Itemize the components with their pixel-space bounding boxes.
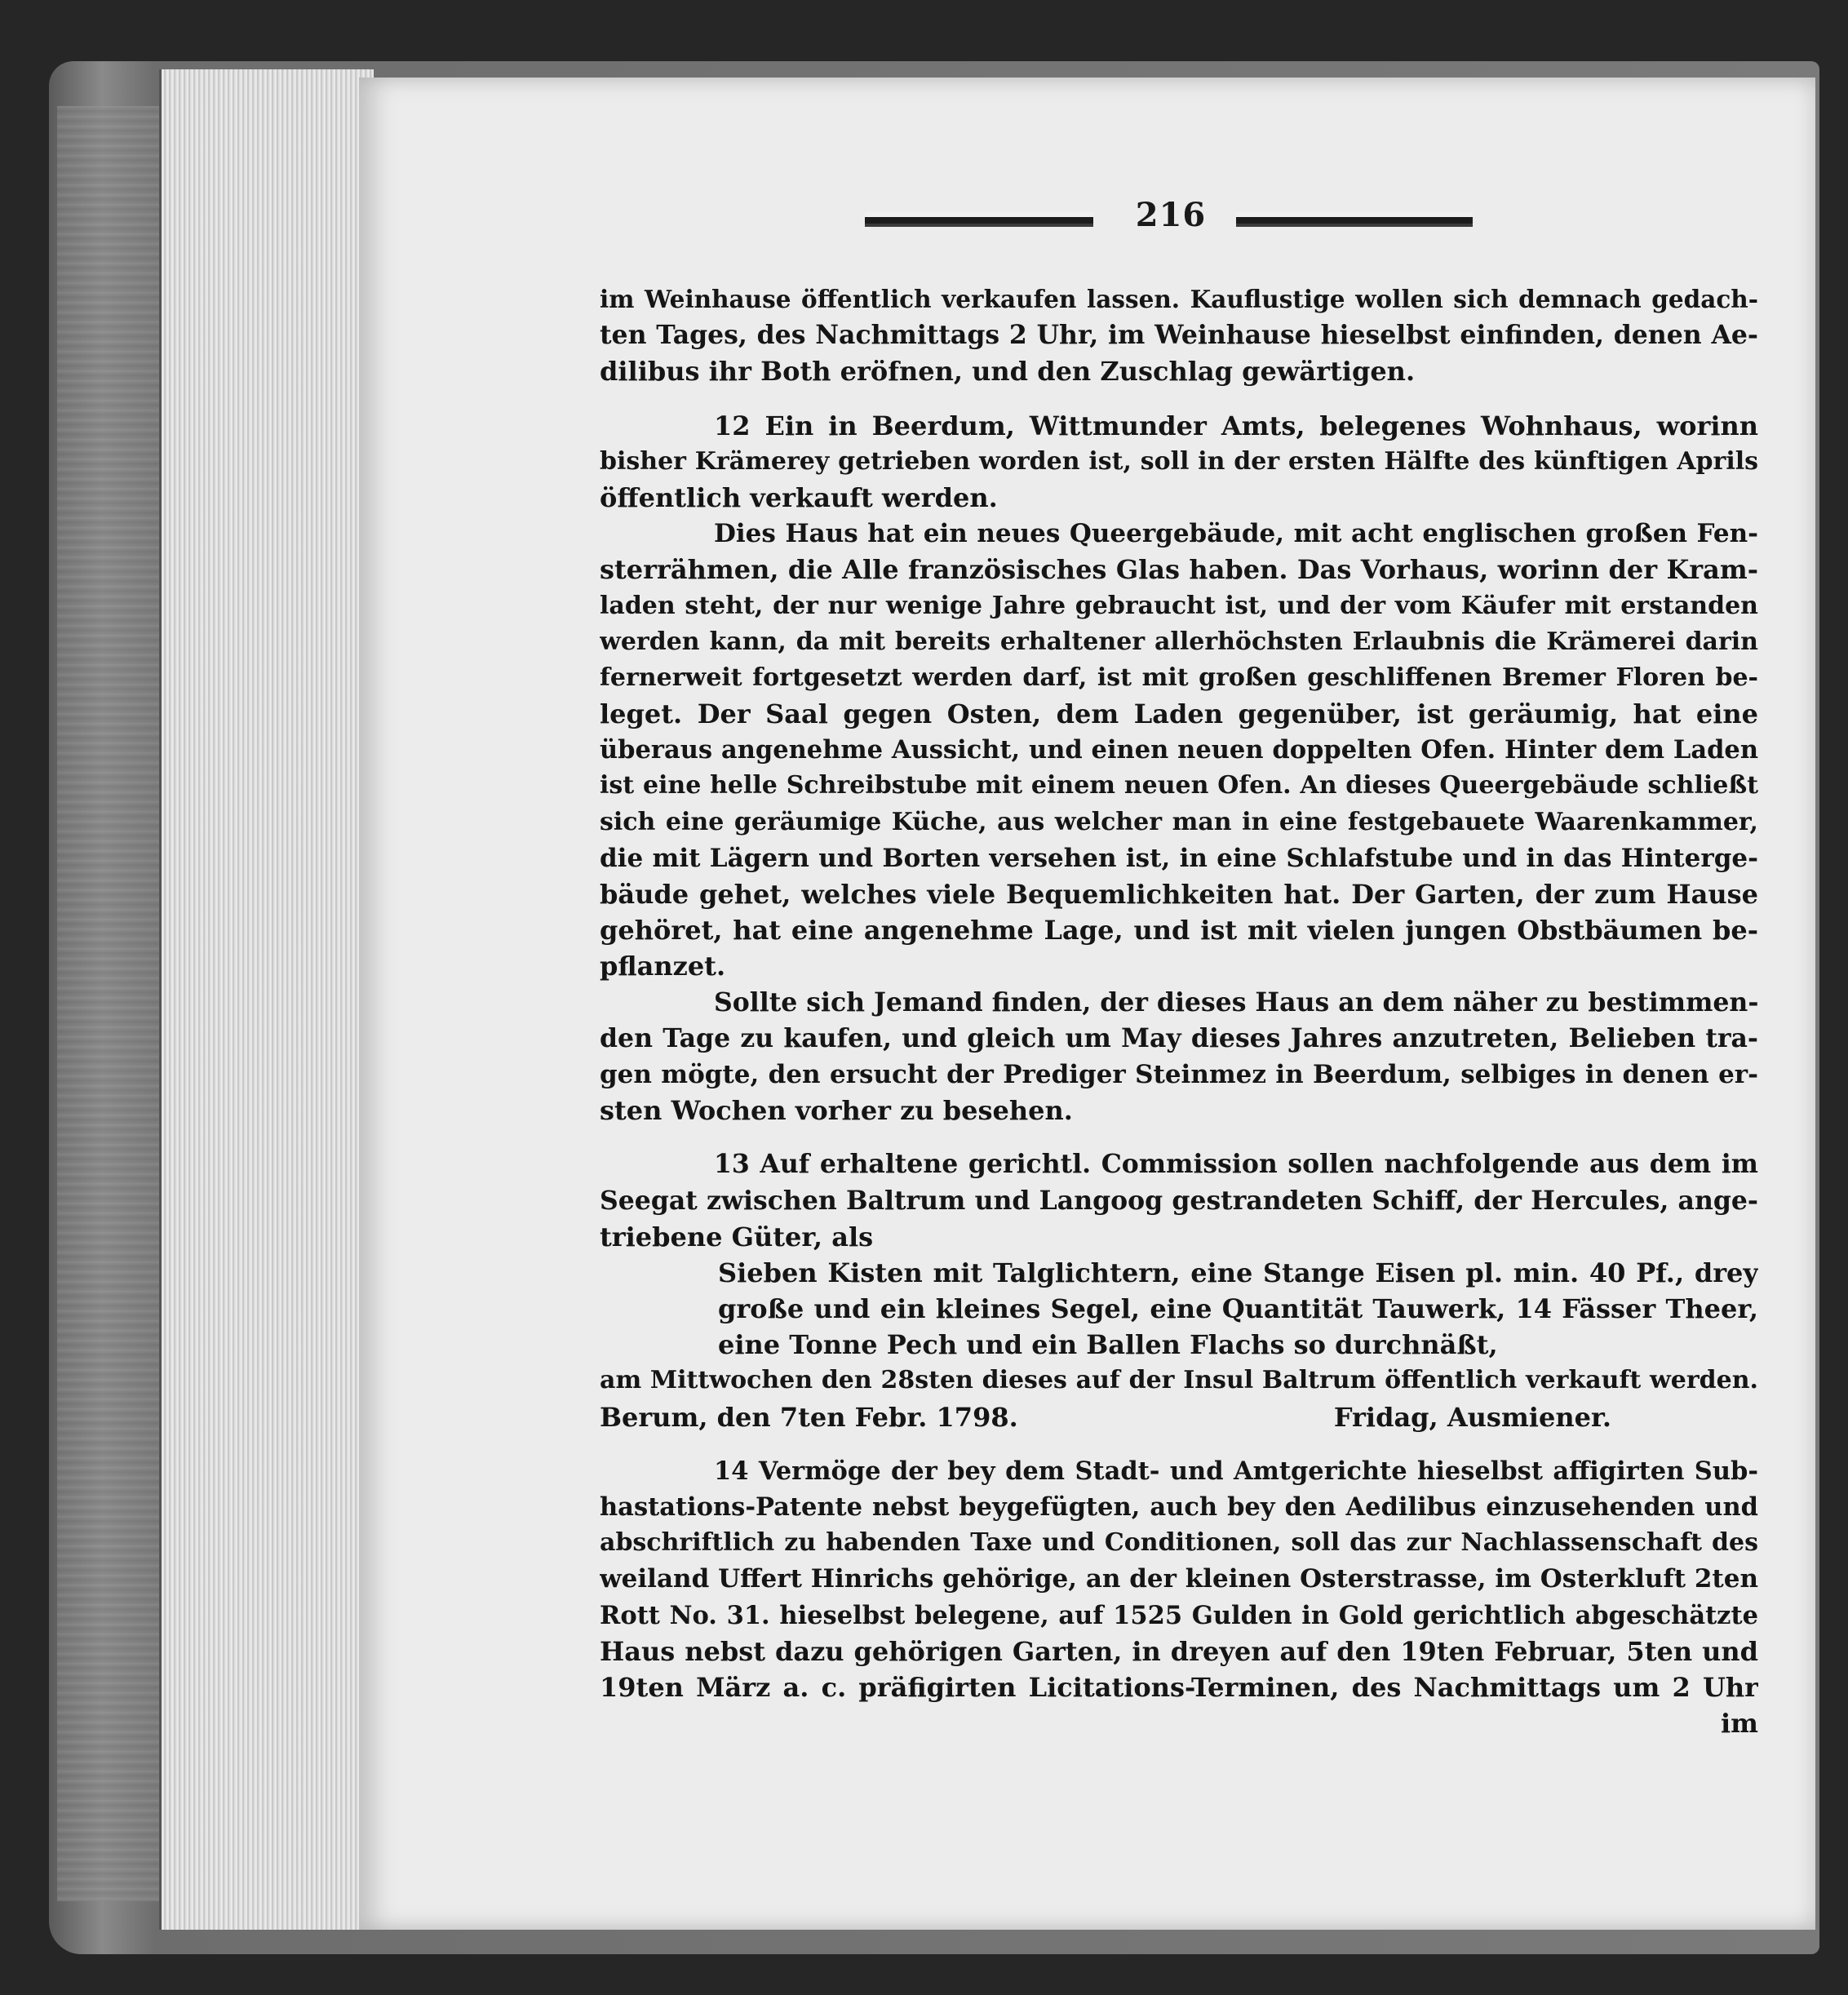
book-spine xyxy=(57,106,163,1901)
text-line: 19ten März a. c. präfigirten Licitations-Terminen, des Nachmittags um 2 Uhr xyxy=(600,1671,1758,1703)
text-line: im Weinhause öffentlich verkaufen lassen. Kauflustige wollen sich demnach gedach- xyxy=(600,285,1758,313)
signature-line xyxy=(600,1399,1758,1435)
text-line: öffentlich verkauft werden. xyxy=(600,481,998,513)
text-line: große und ein kleines Segel, eine Quantität Tauwerk, 14 Fässer Theer, xyxy=(718,1293,1758,1325)
text-line: sten Wochen vorher zu besehen. xyxy=(600,1095,1073,1127)
text-line: Rott No. 31. hieselbst belegene, auf 1525 Gulden in Gold gerichtlich abgeschätzte xyxy=(600,1600,1758,1630)
text-line: pflanzet. xyxy=(600,951,726,982)
header-rule-left xyxy=(865,212,1093,227)
text-line: ten Tages, des Nachmittags 2 Uhr, im Weinhause hieselbst einfinden, denen Ae- xyxy=(600,320,1758,351)
text-line: sterrähmen, die Alle französisches Glas haben. Das Vorhaus, worinn der Kram- xyxy=(600,554,1758,586)
text-line: Sieben Kisten mit Talglichtern, eine Stange Eisen pl. min. 40 Pf., drey xyxy=(718,1257,1758,1288)
text-line: laden steht, der nur wenige Jahre gebraucht ist, und der vom Käufer mit erstanden xyxy=(600,591,1758,620)
text-line: die mit Lägern und Borten versehen ist, in eine Schlafstube und in das Hinterge- xyxy=(600,843,1758,873)
text-line: sich eine geräumige Küche, aus welcher man in eine festgebauete Waarenkammer, xyxy=(600,807,1758,836)
text-line: hastations-Patente nebst beygefügten, auch bey den Aedilibus einzusehenden und xyxy=(600,1492,1758,1522)
text-body xyxy=(600,282,1758,1741)
text-line: eine Tonne Pech und ein Ballen Flachs so durchnäßt, xyxy=(718,1329,1498,1361)
text-line: ist eine helle Schreibstube mit einem neuen Ofen. An dieses Queergebäude schließt xyxy=(600,771,1758,800)
place-date: Berum, den 7ten Febr. 1798. xyxy=(600,1401,1018,1433)
text-line: gehöret, hat eine angenehme Lage, und ist mit vielen jungen Obstbäumen be- xyxy=(600,915,1758,947)
text-line: bisher Krämerey getrieben worden ist, soll in der ersten Hälfte des künftigen Aprils xyxy=(600,446,1758,476)
text-line: Haus nebst dazu gehörigen Garten, in dreyen auf den 19ten Februar, 5ten und xyxy=(600,1635,1758,1667)
text-line: werden kann, da mit bereits erhaltener allerhöchsten Erlaubnis die Krämerei darin xyxy=(600,627,1758,656)
text-line: dilibus ihr Both eröfnen, und den Zuschlag gewärtigen. xyxy=(600,356,1416,388)
text-line: 13 Auf erhaltene gerichtl. Commission sollen nachfolgende aus dem im xyxy=(714,1149,1758,1180)
text-line: Dies Haus hat ein neues Queergebäude, mit acht englischen großen Fen- xyxy=(714,519,1758,549)
signatories: Fridag, Ausmiener. xyxy=(1333,1401,1611,1433)
text-line: abschriftlich zu habenden Taxe und Conditionen, soll das zur Nachlassenschaft des xyxy=(600,1528,1758,1558)
text-line: am Mittwochen den 28sten dieses auf der Insul Baltrum öffentlich verkauft werden. xyxy=(600,1366,1758,1395)
text-line: fernerweit fortgesetzt werden darf, ist mit großen geschliffenen Bremer Floren be- xyxy=(600,663,1758,692)
text-line: 14 Vermöge der bey dem Stadt- und Amtgerichte hieselbst affigirten Sub- xyxy=(714,1456,1758,1486)
text-line: 12 Ein in Beerdum, Wittmunder Amts, belegenes Wohnhaus, worinn xyxy=(714,410,1758,441)
text-line: triebene Güter, als xyxy=(600,1221,874,1252)
text-line: bäude gehet, welches viele Bequemlichkeiten hat. Der Garten, der zum Hause xyxy=(600,879,1758,910)
header-rule-right xyxy=(1236,212,1473,227)
running-header xyxy=(865,196,1477,245)
text-line: Sollte sich Jemand finden, der dieses Haus an dem näher zu bestimmen- xyxy=(714,986,1758,1017)
text-line: überaus angenehme Aussicht, und einen neuen doppelten Ofen. Hinter dem Laden xyxy=(600,735,1758,765)
text-line: leget. Der Saal gegen Osten, dem Laden gegenüber, ist geräumig, hat eine xyxy=(600,698,1758,730)
page-edges xyxy=(159,69,374,1930)
page-number: 216 xyxy=(1135,196,1207,234)
text-line: weiland Uffert Hinrichs gehörige, an der kleinen Osterstrasse, im Osterkluft 2ten xyxy=(600,1564,1758,1594)
catchword: im xyxy=(1720,1708,1758,1740)
text-line: Seegat zwischen Baltrum und Langoog gestrandeten Schiff, der Hercules, ange- xyxy=(600,1185,1758,1216)
text-line: den Tage zu kaufen, und gleich um May dieses Jahres anzutreten, Belieben tra- xyxy=(600,1022,1758,1053)
text-line: gen mögte, den ersucht der Prediger Steinmez in Beerdum, selbiges in denen er- xyxy=(600,1059,1758,1089)
